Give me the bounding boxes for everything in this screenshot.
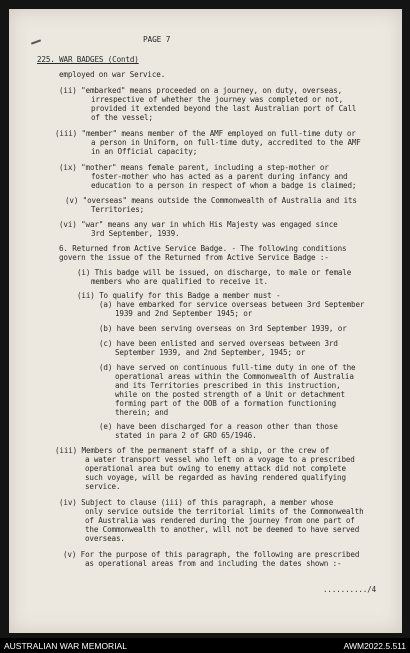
text-line: of the vessel; (91, 113, 153, 122)
text-line: (a) have embarked for service overseas between 3rd September (99, 300, 365, 309)
text-line: Territories; (91, 205, 145, 214)
text-line: (ii) "embarked" means proceeded on a journey, on duty, overseas, (59, 86, 342, 95)
text-line: the Commonwealth to another, will not be deemed to have served (85, 525, 360, 534)
text-line: only service outside the territorial limits of the Commonwealth (85, 507, 364, 516)
text-line: such voyage, will be regarded as having rendered qualifying (85, 473, 346, 482)
text-line: in an Official capacity; (91, 147, 198, 156)
footer-left-label: AUSTRALIAN WAR MEMORIAL (4, 641, 127, 651)
text-line: (ii) To qualify for this Badge a member must - (77, 291, 281, 300)
text-line: stated in para 2 of GRO 65/1946. (115, 431, 257, 440)
text-line: (v) "overseas" means outside the Commonwealth of Australia and its (65, 196, 357, 205)
text-line: service. (85, 482, 121, 491)
footer-right-label: AWM2022.5.511 (343, 641, 406, 651)
text-line: govern the issue of the Returned from Active Service Badge :- (59, 253, 329, 262)
text-line: foster-mother who has acted as a parent during infancy and (91, 172, 348, 181)
page-label: PAGE 7 (143, 35, 171, 44)
document-page (9, 9, 402, 633)
text-line: (c) have been enlisted and served overseas between 3rd (99, 339, 338, 348)
text-line: operational area but owing to enemy attack did not complete (85, 464, 346, 473)
text-line: forming part of the OOB of a formation functioning (115, 399, 337, 408)
text-line: 3rd September, 1939. (91, 229, 180, 238)
text-line: (v) For the purpose of this paragraph, the following are prescribed (63, 550, 360, 559)
text-line: therein; and (115, 408, 169, 417)
text-line: (d) have served on continuous full-time duty in one of the (99, 363, 356, 372)
text-line: education to a person in respect of whom a badge is claimed; (91, 181, 357, 190)
text-line: irrespective of whether the journey was completed or not, (91, 95, 344, 104)
continuation-marker: ........../4 (323, 585, 377, 594)
text-line: 1939 and 2nd September 1945; or (115, 309, 253, 318)
text-line: employed on war Service. (59, 70, 166, 79)
text-line: of Australia was rendered during the journey from one part of (85, 516, 355, 525)
text-line: (i) This badge will be issued, on discharge, to male or female (77, 268, 352, 277)
text-line: (b) have been serving overseas on 3rd September 1939, or (99, 324, 347, 333)
text-line: as operational areas from and including the dates shown :- (85, 559, 342, 568)
margin-mark (31, 39, 41, 44)
text-line: (iii) "member" means member of the AMF employed on full-time duty or (55, 129, 356, 138)
section-heading: 225. WAR BADGES (Contd) (37, 55, 139, 64)
text-line: September 1939, and 2nd September, 1945; or (115, 348, 306, 357)
footer-bar (0, 638, 410, 653)
text-line: members who are qualified to receive it. (91, 277, 268, 286)
text-line: a water transport vessel who left on a voyage to a prescribed (85, 455, 355, 464)
text-line: (e) have been discharged for a reason other than those (99, 422, 338, 431)
text-line: overseas. (85, 534, 125, 543)
text-line: (ix) "mother" means female parent, including a step-mother or (59, 163, 329, 172)
text-line: (iv) Subject to clause (iii) of this paragraph, a member whose (59, 498, 334, 507)
text-line: 6. Returned from Active Service Badge. - The following conditions (59, 244, 347, 253)
text-line: a person in Uniform, on full-time duty, accredited to the AMF (91, 138, 361, 147)
text-line: provided it extended beyond the last Australian port of Call (91, 104, 357, 113)
text-line: (vi) "war" means any war in which His Majesty was engaged since (59, 220, 338, 229)
text-line: and its Territories prescribed in this instruction, (115, 381, 341, 390)
text-line: while on the posted strength of a Unit or detachment (115, 390, 345, 399)
text-line: operational areas within the Commonwealth of Australia (115, 372, 354, 381)
text-line: (iii) Members of the permanent staff of a ship, or the crew of (55, 446, 330, 455)
